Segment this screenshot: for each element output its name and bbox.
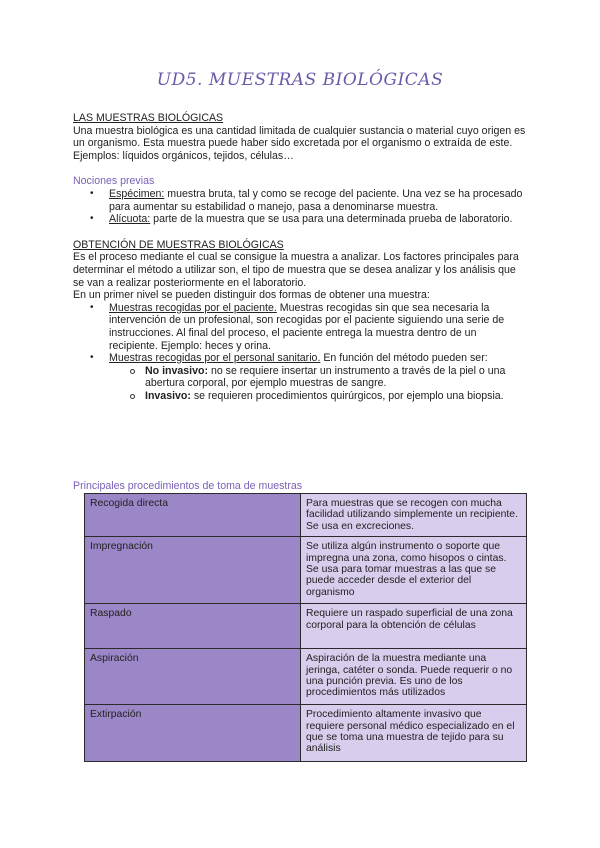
document-title: UD5. MUESTRAS BIOLÓGICAS [156,70,444,90]
section-paragraph-formas: En un primer nivel se pueden distinguir dos formas de obtener una muestra: [73,289,430,302]
description-recogidas-paciente: Muestras recogidas sin que sea necesaria la intervención de un profesional, son recogidas por el paciente siguiendo una serie de instrucciones. Al final del proceso, el paciente entrega la muestra dentro de un recipiente. Ejemplo: heces y orina. [109,301,505,352]
procedure-description: Procedimiento altamente invasivo que requiere personal médico especializado en el que se toma una muestra de tejido para su análisis [301,705,527,762]
definition-alicuota: parte de la muestra que se usa para una determinada prueba de laboratorio. [150,213,513,226]
term-recogidas-paciente: Muestras recogidas por el paciente. [109,301,277,314]
section-heading-obtencion: OBTENCIÓN DE MUESTRAS BIOLÓGICAS [73,238,284,251]
definition-especimen: muestra bruta, tal y como se recoge del paciente. Una vez se ha procesado para aumentar su estabilidad o manejo, pasa a denominarse muestra. [109,187,523,213]
metodo-sublist [109,365,528,403]
list-item [73,188,528,213]
subheading-nociones: Nociones previas [73,175,155,188]
table-row [85,537,527,604]
description-recogidas-personal: En función del método pueden ser: [320,352,488,365]
section-paragraph-muestras: Una muestra biológica es una cantidad limitada de cualquier sustancia o material cuyo origen es un organismo. Esta muestra puede haber sido excretada por el organismo o extraída de este. Ejemplos: líquidos orgánicos, tejidos, células… [73,124,526,162]
sublist-item [109,390,528,403]
section-heading-muestras: LAS MUESTRAS BIOLÓGICAS [73,112,224,124]
list-item [73,213,528,226]
procedure-name: Extirpación [85,705,301,762]
description-no-invasivo: no se requiere insertar un instrumento a través de la piel o una abertura corporal, por ejemplo muestras de sangre. [145,364,506,390]
term-recogidas-personal: Muestras recogidas por el personal sanitario. [109,352,321,365]
table-caption: Principales procedimientos de toma de muestras [73,480,303,492]
table-row [85,649,527,705]
procedure-name: Raspado [85,604,301,649]
table-row [85,604,527,649]
procedure-name: Aspiración [85,649,301,705]
term-no-invasivo: No invasivo: [145,364,208,377]
formas-list [73,302,528,403]
document-body [73,112,528,402]
procedure-description: Se utiliza algún instrumento o soporte que impregna una zona, como hisopos o cintas. Se usa para tomar muestras a las que se puede acceder desde el exterior del organismo [301,537,527,604]
list-item [73,352,528,402]
procedure-description: Requiere un raspado superficial de una zona corporal para la obtención de células [301,604,527,649]
table-row [85,705,527,762]
term-especimen: Espécimen: [109,187,165,200]
term-alicuota: Alícuota: [109,213,151,226]
term-invasivo: Invasivo: [145,389,191,402]
nociones-list [73,188,528,226]
procedure-name: Recogida directa [85,494,301,537]
list-item [73,302,528,352]
description-invasivo: se requieren procedimientos quirúrgicos, por ejemplo una biopsia. [190,389,504,402]
procedure-description: Para muestras que se recogen con mucha facilidad utilizando simplemente un recipiente. Se usa en excreciones. [301,494,527,537]
sublist-item [109,365,528,390]
section-paragraph-obtencion: Es el proceso mediante el cual se consigue la muestra a analizar. Los factores principales para determinar el método a utilizar son, el tipo de muestra que se desea analizar y los análisis que se van a realizar posteriormente en el laboratorio. [73,251,519,289]
procedures-table [84,493,527,762]
table-row [85,494,527,537]
procedure-description: Aspiración de la muestra mediante una jeringa, catéter o sonda. Puede requerir o no una punción previa. Es uno de los procedimientos más utilizados [301,649,527,705]
procedure-name: Impregnación [85,537,301,604]
